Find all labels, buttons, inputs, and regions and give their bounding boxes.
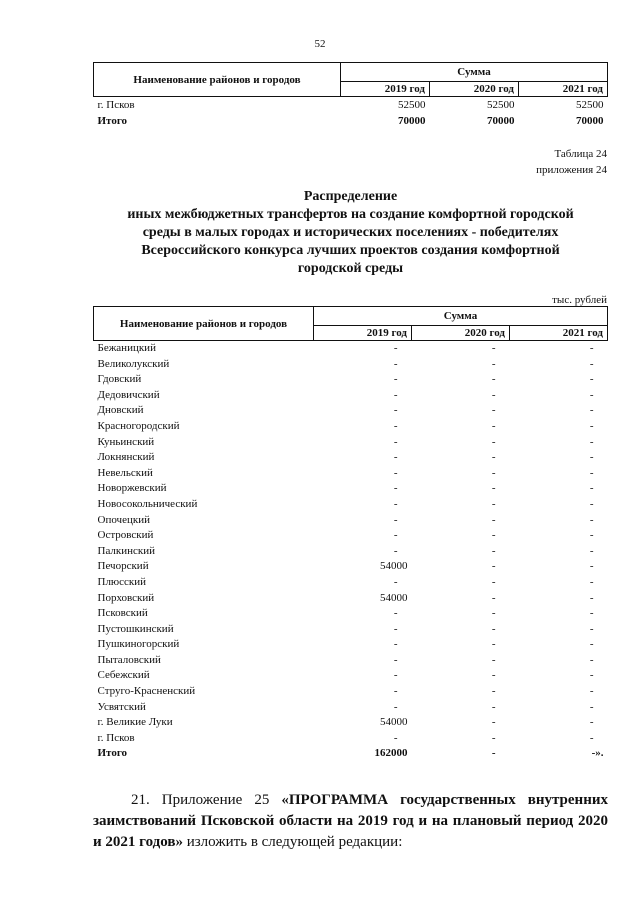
value-2019: - <box>393 653 398 666</box>
table-row <box>94 668 608 684</box>
district-name: Великолукский <box>97 357 170 370</box>
page-number: 52 <box>314 38 326 50</box>
value-2021: - <box>589 700 594 713</box>
table-row <box>94 357 608 373</box>
value-2020: - <box>491 638 496 651</box>
amendment-paragraph <box>93 790 608 853</box>
value-2021: 52500 <box>576 99 604 111</box>
value-2020: - <box>491 357 496 370</box>
table-row <box>94 372 608 388</box>
table2-year-2019: 2019 год <box>314 326 412 341</box>
district-name: Дновский <box>97 404 144 417</box>
district-name: Струго-Красненский <box>97 685 196 698</box>
value-2019: 70000 <box>398 115 426 127</box>
value-2020: - <box>491 373 496 386</box>
value-2021: - <box>589 451 594 464</box>
district-name: Плюсский <box>97 575 147 588</box>
value-2021: - <box>589 685 594 698</box>
value-2021: - <box>589 466 594 479</box>
total-2019: 162000 <box>374 747 408 760</box>
table-row <box>94 731 608 747</box>
table2-header-sum: Сумма <box>314 307 608 326</box>
value-2020: - <box>491 622 496 635</box>
district-name: Опочецкий <box>97 513 150 526</box>
value-2020: - <box>491 560 496 573</box>
district-name: Себежский <box>97 669 150 682</box>
value-2020: - <box>491 653 496 666</box>
value-2021: - <box>589 638 594 651</box>
district-name: Бежаницкий <box>97 342 156 354</box>
value-2021: - <box>589 591 594 604</box>
appendix-label: приложения 24 <box>536 164 607 176</box>
district-name: Локнянский <box>97 451 155 464</box>
value-2021: - <box>589 373 594 386</box>
value-2021: - <box>589 575 594 588</box>
district-name: Пыталовский <box>97 653 161 666</box>
value-2020: - <box>491 497 496 510</box>
value-2019: - <box>393 575 398 588</box>
table2-year-2021: 2021 год <box>510 326 608 341</box>
district-name: Печорский <box>97 560 149 573</box>
district-name: Красногородский <box>97 419 180 432</box>
value-2019: - <box>393 607 398 620</box>
value-2020: - <box>491 529 496 542</box>
value-2020: - <box>491 575 496 588</box>
value-2019: - <box>393 373 398 386</box>
district-name: Псковский <box>97 607 148 620</box>
document-title <box>93 188 608 278</box>
value-2019: - <box>393 404 398 417</box>
value-2021: - <box>589 513 594 526</box>
value-2019: 54000 <box>380 591 408 604</box>
value-2020: - <box>491 669 496 682</box>
value-2021: - <box>589 388 594 401</box>
table2-year-2020: 2020 год <box>412 326 510 341</box>
title-line: среды в малых городах и исторических поселениях - победителях <box>142 225 559 240</box>
value-2021: - <box>589 497 594 510</box>
value-2019: - <box>393 435 398 448</box>
district-name: Гдовский <box>97 373 142 386</box>
value-2019: - <box>393 513 398 526</box>
table-row <box>94 575 608 591</box>
district-name: Новоржевский <box>97 482 167 495</box>
value-2021: - <box>589 622 594 635</box>
table-row <box>94 591 608 607</box>
title-line: Всероссийского конкурса лучших проектов создания комфортной <box>141 243 560 258</box>
title-line: иных межбюджетных трансфертов на создание комфортной городской <box>127 207 574 222</box>
value-2020: - <box>491 700 496 713</box>
value-2021: - <box>589 435 594 448</box>
district-name: Новосокольнический <box>97 497 198 510</box>
district-name: Порховский <box>97 591 155 604</box>
table1-year-2019: 2019 год <box>341 82 430 97</box>
value-2020: - <box>491 591 496 604</box>
value-2019: - <box>393 685 398 698</box>
value-2019: - <box>393 669 398 682</box>
value-2021: - <box>589 419 594 432</box>
district-name: Пушкиногорский <box>97 638 180 651</box>
total-2020: - <box>491 747 496 760</box>
value-2019: 52500 <box>398 99 426 111</box>
table-row <box>94 450 608 466</box>
value-2020: - <box>491 435 496 448</box>
value-2020: - <box>491 513 496 526</box>
value-2019: 54000 <box>380 716 408 729</box>
value-2020: 52500 <box>487 99 515 111</box>
district-name: г. Великие Луки <box>97 716 173 729</box>
district-name: Палкинский <box>97 544 156 557</box>
value-2021: 70000 <box>576 115 604 127</box>
value-2021: - <box>589 529 594 542</box>
value-2021: - <box>589 482 594 495</box>
table-row <box>94 113 608 129</box>
value-2021: - <box>589 560 594 573</box>
value-2021: - <box>589 404 594 417</box>
table-row <box>94 559 608 575</box>
value-2021: - <box>589 607 594 620</box>
table-number-label: Таблица 24 <box>554 148 607 160</box>
table1-year-2020: 2020 год <box>430 82 519 97</box>
value-2021: - <box>589 716 594 729</box>
value-2019: - <box>393 451 398 464</box>
value-2021: - <box>589 357 594 370</box>
value-2019: - <box>393 638 398 651</box>
table-row <box>94 388 608 404</box>
table-row <box>94 466 608 482</box>
value-2019: - <box>393 622 398 635</box>
units-label: тыс. рублей <box>552 294 607 306</box>
value-2019: - <box>393 466 398 479</box>
table-row <box>94 403 608 419</box>
allocation-table-continued <box>93 62 608 129</box>
table-caption <box>536 146 607 178</box>
value-2020: 70000 <box>487 115 515 127</box>
value-2019: - <box>393 482 398 495</box>
value-2021: - <box>589 731 594 744</box>
table1-header-sum: Сумма <box>341 63 608 82</box>
paragraph-suffix: изложить в следующей редакции: <box>182 834 403 850</box>
table-row <box>94 653 608 669</box>
value-2019: - <box>393 497 398 510</box>
district-name: г. Псков <box>97 731 135 744</box>
table-row <box>94 622 608 638</box>
value-2019: - <box>393 700 398 713</box>
value-2019: - <box>393 388 398 401</box>
table-row <box>94 497 608 513</box>
distribution-table <box>93 306 608 762</box>
value-2019: - <box>393 731 398 744</box>
value-2019: - <box>393 529 398 542</box>
district-name: Усвятский <box>97 700 146 713</box>
paragraph-prefix: 21. Приложение 25 <box>131 792 282 808</box>
row-name: Итого <box>97 115 128 127</box>
district-name: Невельский <box>97 466 153 479</box>
total-2021: -». <box>591 747 604 760</box>
table-row <box>94 481 608 497</box>
table-row <box>94 419 608 435</box>
district-name: Дедовичский <box>97 388 160 401</box>
value-2019: - <box>393 419 398 432</box>
table2-header-name: Наименование районов и городов <box>94 307 314 341</box>
table1-year-2021: 2021 год <box>519 82 608 97</box>
table-row <box>94 700 608 716</box>
table-row <box>94 97 608 114</box>
value-2020: - <box>491 731 496 744</box>
value-2021: - <box>589 669 594 682</box>
table-row <box>94 435 608 451</box>
value-2021: - <box>589 653 594 666</box>
value-2019: 54000 <box>380 560 408 573</box>
value-2020: - <box>491 451 496 464</box>
value-2019: - <box>393 342 398 354</box>
title-line: городской среды <box>297 261 404 276</box>
total-row <box>94 746 608 762</box>
value-2021: - <box>589 342 594 354</box>
value-2020: - <box>491 482 496 495</box>
table-row <box>94 528 608 544</box>
table-row <box>94 341 608 357</box>
paragraph-program-title: «ПРОГРАММА государственных внутренних заимствований Псковской области на 2019 год и на плановый период 2020 и 2021 годов» <box>93 792 608 850</box>
total-label: Итого <box>97 747 128 760</box>
value-2019: - <box>393 357 398 370</box>
value-2020: - <box>491 419 496 432</box>
title-line: Распределение <box>303 189 398 204</box>
value-2021: - <box>589 544 594 557</box>
value-2019: - <box>393 544 398 557</box>
value-2020: - <box>491 466 496 479</box>
table-row <box>94 606 608 622</box>
table-row <box>94 684 608 700</box>
district-name: Куньинский <box>97 435 155 448</box>
table-row <box>94 544 608 560</box>
value-2020: - <box>491 716 496 729</box>
table-row <box>94 513 608 529</box>
district-name: Пустошкинский <box>97 622 174 635</box>
value-2020: - <box>491 685 496 698</box>
value-2020: - <box>491 388 496 401</box>
value-2020: - <box>491 544 496 557</box>
table-row <box>94 715 608 731</box>
value-2020: - <box>491 607 496 620</box>
value-2020: - <box>491 404 496 417</box>
table1-header-name: Наименование районов и городов <box>94 63 341 97</box>
district-name: Островский <box>97 529 154 542</box>
table-row <box>94 637 608 653</box>
value-2020: - <box>491 342 496 354</box>
row-name: г. Псков <box>97 99 135 111</box>
